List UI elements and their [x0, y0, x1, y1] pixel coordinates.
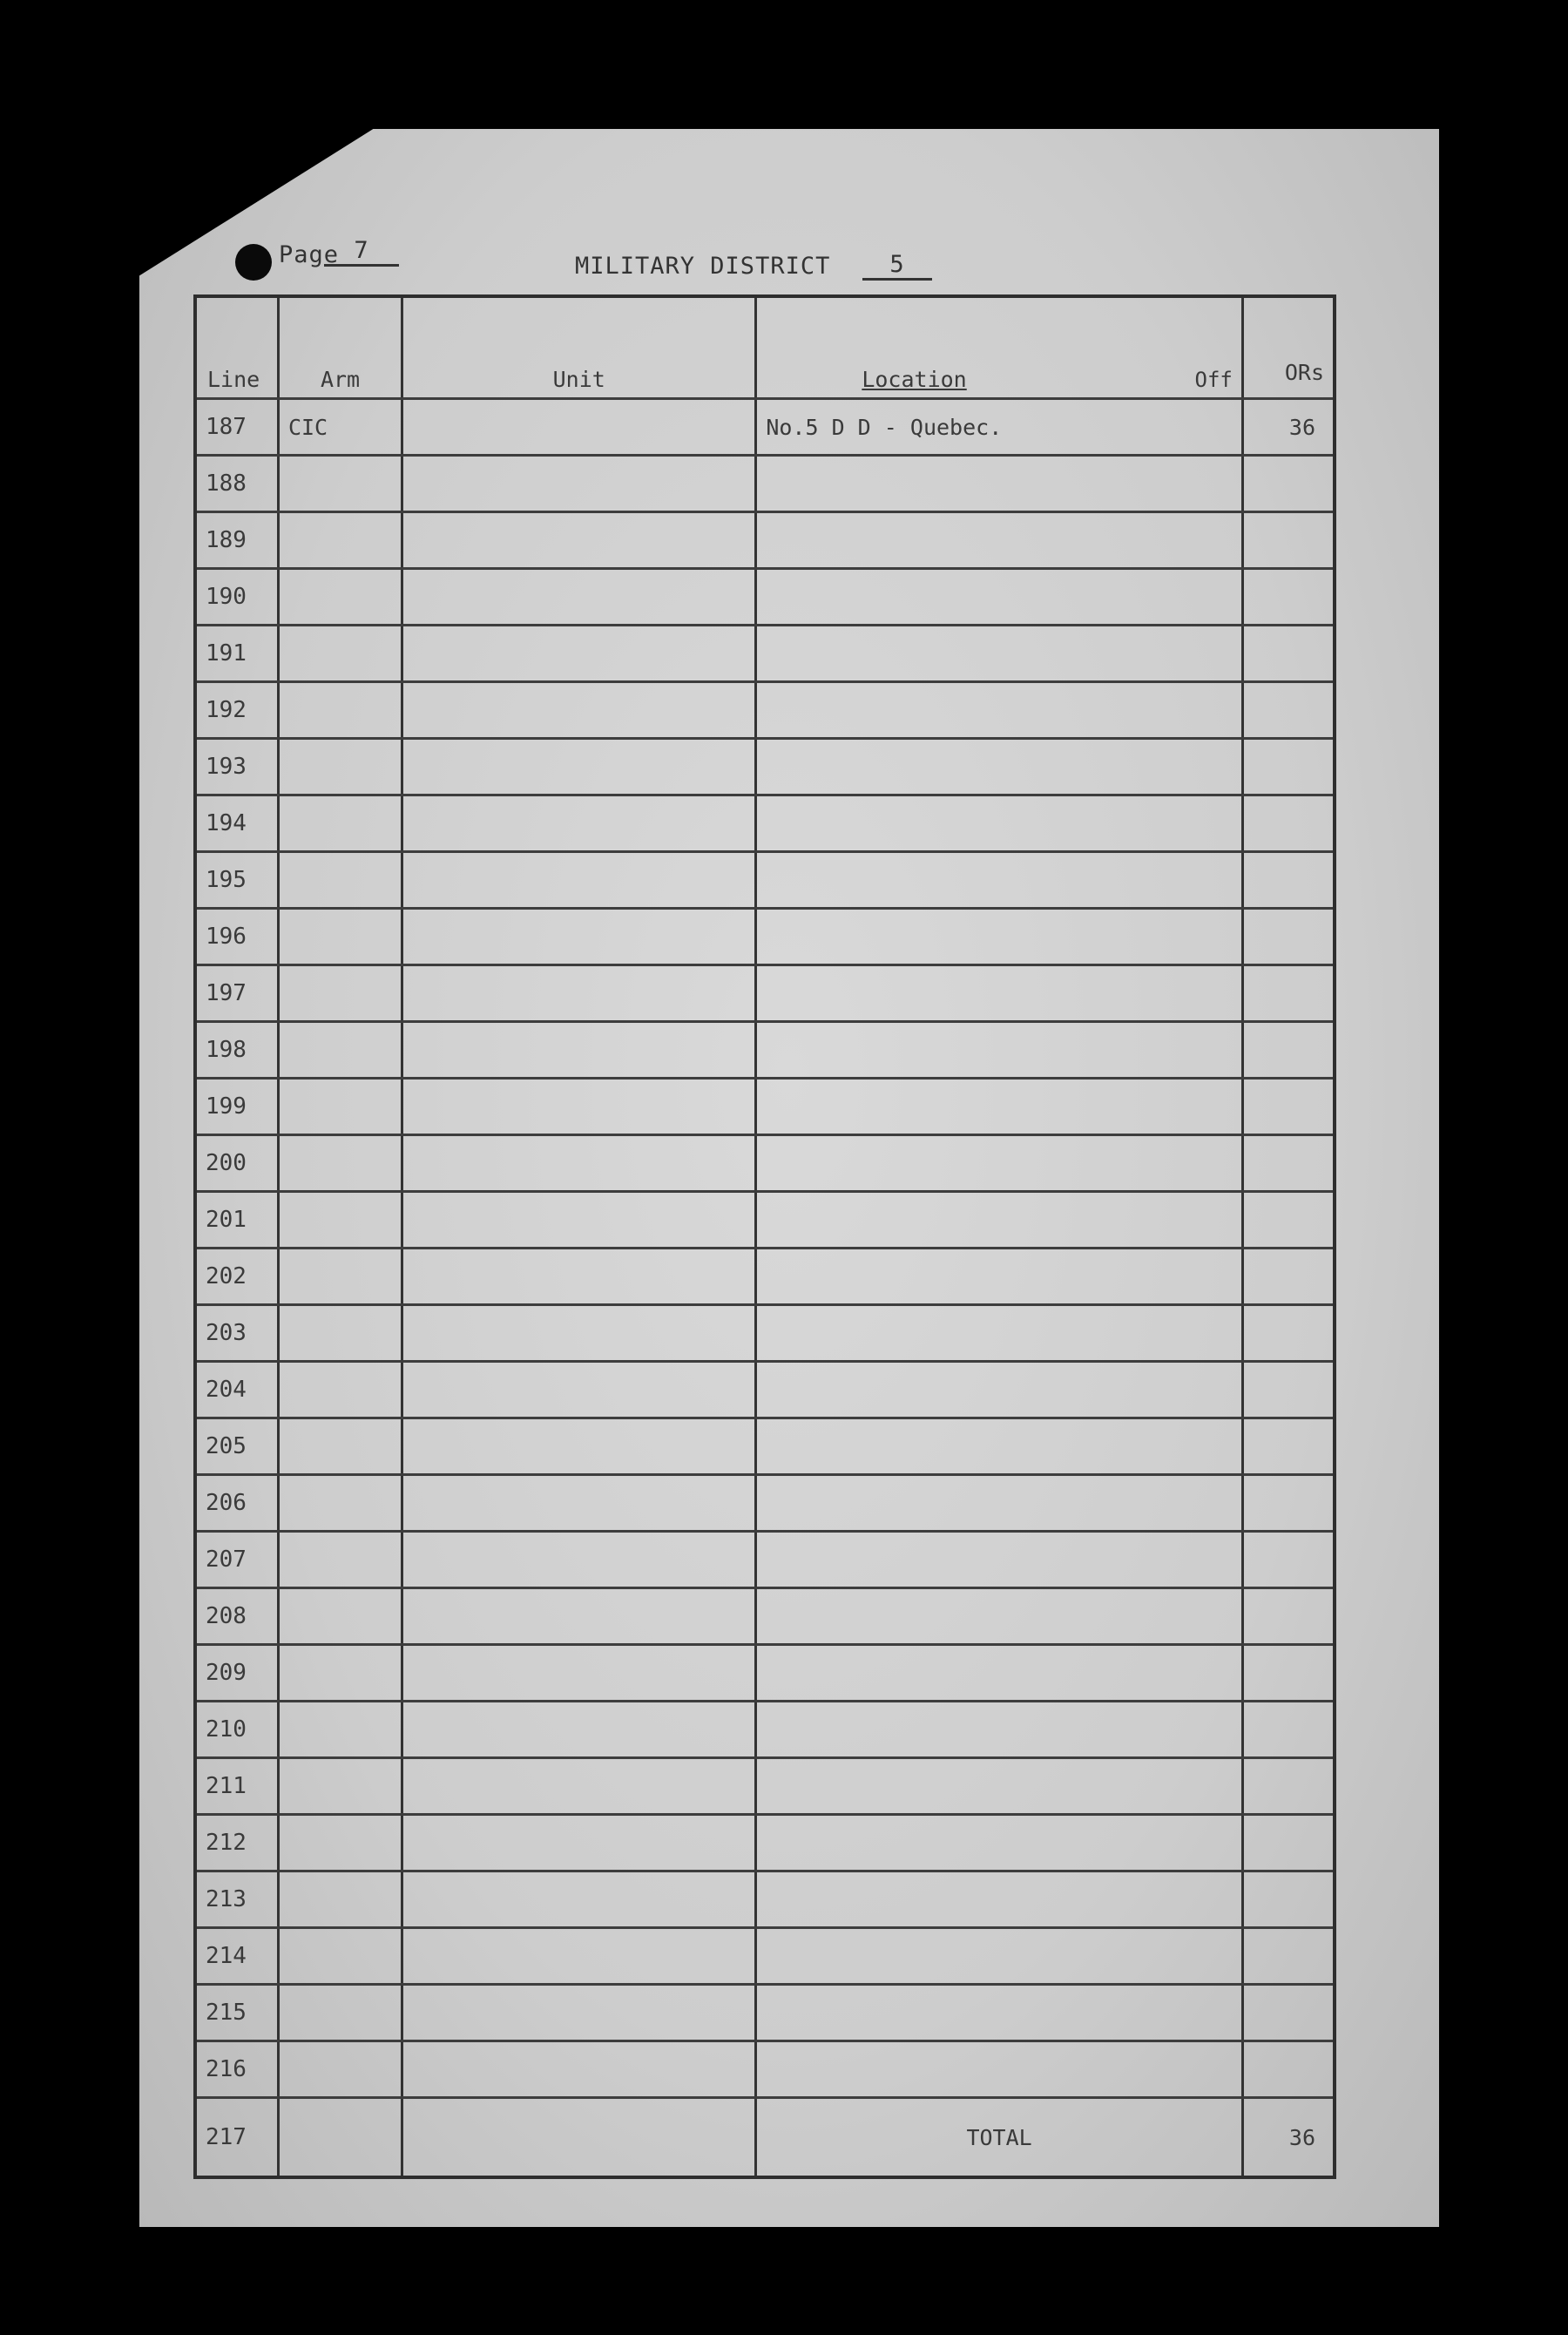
line-number-cell: 215	[195, 1985, 278, 2041]
line-number-cell: 198	[195, 1022, 278, 1079]
line-number-cell: 189	[195, 512, 278, 569]
location-cell	[756, 965, 1243, 1022]
column-header-ors: ORs	[1242, 296, 1335, 399]
location-cell	[756, 1928, 1243, 1985]
table-row	[195, 1475, 1335, 1532]
line-number-cell: 206	[195, 1475, 278, 1532]
location-cell	[756, 1532, 1243, 1588]
arm-cell	[278, 626, 402, 682]
ors-cell	[1242, 1022, 1335, 1079]
unit-cell	[402, 1985, 756, 2041]
table-row	[195, 1532, 1335, 1588]
table-row	[195, 1645, 1335, 1702]
unit-cell	[402, 1362, 756, 1418]
unit-cell	[402, 1475, 756, 1532]
location-cell	[756, 909, 1243, 965]
location-cell	[756, 1192, 1243, 1249]
line-number-cell: 196	[195, 909, 278, 965]
line-number-cell: 200	[195, 1135, 278, 1192]
arm-cell	[278, 512, 402, 569]
total-label: TOTAL	[756, 2098, 1243, 2178]
arm-cell	[278, 965, 402, 1022]
unit-cell	[402, 1079, 756, 1135]
table-row	[195, 852, 1335, 909]
ors-cell	[1242, 1588, 1335, 1645]
arm-cell	[278, 1305, 402, 1362]
line-number-cell: 195	[195, 852, 278, 909]
arm-cell	[278, 1418, 402, 1475]
unit-cell	[402, 1418, 756, 1475]
page-number: 7	[324, 237, 399, 267]
line-number-cell: 188	[195, 456, 278, 512]
table-row	[195, 1702, 1335, 1758]
ors-cell	[1242, 909, 1335, 965]
unit-cell	[402, 1192, 756, 1249]
ors-cell	[1242, 1928, 1335, 1985]
ors-cell	[1242, 1985, 1335, 2041]
arm-cell	[278, 739, 402, 795]
unit-cell	[402, 626, 756, 682]
arm-cell	[278, 682, 402, 739]
location-cell	[756, 1702, 1243, 1758]
line-number-cell: 187	[195, 399, 278, 456]
unit-cell	[402, 1135, 756, 1192]
ledger-table	[193, 294, 1336, 2179]
location-cell	[756, 1249, 1243, 1305]
line-number-cell: 191	[195, 626, 278, 682]
table-row	[195, 1871, 1335, 1928]
table-row	[195, 1815, 1335, 1871]
ors-cell	[1242, 512, 1335, 569]
unit-cell	[402, 512, 756, 569]
location-cell	[756, 739, 1243, 795]
line-number-cell: 205	[195, 1418, 278, 1475]
page-label: Page	[279, 241, 340, 268]
total-arm-cell	[278, 2098, 402, 2178]
arm-cell	[278, 1702, 402, 1758]
line-number-cell: 210	[195, 1702, 278, 1758]
ors-cell	[1242, 1475, 1335, 1532]
column-header-arm: Arm	[278, 296, 402, 399]
unit-cell	[402, 739, 756, 795]
arm-cell	[278, 909, 402, 965]
table-row	[195, 739, 1335, 795]
ors-cell	[1242, 1305, 1335, 1362]
table-row	[195, 1928, 1335, 1985]
ors-cell	[1242, 1079, 1335, 1135]
district-number: 5	[862, 251, 932, 281]
arm-cell	[278, 1362, 402, 1418]
unit-cell	[402, 852, 756, 909]
ors-cell	[1242, 1192, 1335, 1249]
table-row	[195, 1135, 1335, 1192]
location-cell: No.5 D D - Quebec.	[756, 399, 1243, 456]
table-row	[195, 1305, 1335, 1362]
ors-cell	[1242, 682, 1335, 739]
ors-cell	[1242, 456, 1335, 512]
arm-cell	[278, 1192, 402, 1249]
unit-cell	[402, 569, 756, 626]
location-cell	[756, 1135, 1243, 1192]
table-row	[195, 1192, 1335, 1249]
ledger-body	[195, 399, 1335, 2098]
line-number-cell: 207	[195, 1532, 278, 1588]
arm-cell	[278, 852, 402, 909]
ors-cell	[1242, 626, 1335, 682]
location-cell	[756, 2041, 1243, 2098]
line-number-cell: 213	[195, 1871, 278, 1928]
unit-cell	[402, 1702, 756, 1758]
arm-cell	[278, 1758, 402, 1815]
location-cell	[756, 1985, 1243, 2041]
arm-cell	[278, 1135, 402, 1192]
ors-cell	[1242, 2041, 1335, 2098]
location-cell	[756, 1418, 1243, 1475]
total-unit-cell	[402, 2098, 756, 2178]
location-cell	[756, 512, 1243, 569]
location-cell	[756, 852, 1243, 909]
location-cell	[756, 1815, 1243, 1871]
arm-cell	[278, 1022, 402, 1079]
location-cell	[756, 626, 1243, 682]
total-line-number: 217	[195, 2098, 278, 2178]
arm-cell	[278, 2041, 402, 2098]
line-number-cell: 190	[195, 569, 278, 626]
arm-cell	[278, 1985, 402, 2041]
ors-cell	[1242, 1758, 1335, 1815]
unit-cell	[402, 965, 756, 1022]
ors-cell	[1242, 739, 1335, 795]
table-row	[195, 965, 1335, 1022]
table-row	[195, 456, 1335, 512]
line-number-cell: 193	[195, 739, 278, 795]
location-cell	[756, 569, 1243, 626]
location-cell	[756, 1475, 1243, 1532]
unit-cell	[402, 1588, 756, 1645]
arm-cell	[278, 1532, 402, 1588]
location-cell	[756, 1588, 1243, 1645]
location-cell	[756, 1362, 1243, 1418]
arm-cell	[278, 1079, 402, 1135]
unit-cell	[402, 909, 756, 965]
location-cell	[756, 1758, 1243, 1815]
line-number-cell: 212	[195, 1815, 278, 1871]
column-header-off: Off	[1194, 368, 1233, 392]
table-row	[195, 399, 1335, 456]
table-row	[195, 795, 1335, 852]
unit-cell	[402, 1871, 756, 1928]
total-ors: 36	[1242, 2098, 1335, 2178]
column-header-unit: Unit	[402, 296, 756, 399]
ors-cell	[1242, 1532, 1335, 1588]
line-number-cell: 197	[195, 965, 278, 1022]
table-row	[195, 512, 1335, 569]
ors-cell	[1242, 1815, 1335, 1871]
ors-cell	[1242, 852, 1335, 909]
location-cell	[756, 1871, 1243, 1928]
table-row	[195, 1985, 1335, 2041]
unit-cell	[402, 795, 756, 852]
table-row	[195, 909, 1335, 965]
punch-hole	[235, 244, 272, 281]
table-row	[195, 626, 1335, 682]
unit-cell	[402, 1022, 756, 1079]
arm-cell	[278, 1475, 402, 1532]
ors-cell	[1242, 1645, 1335, 1702]
table-row	[195, 1418, 1335, 1475]
ors-cell	[1242, 1871, 1335, 1928]
arm-cell	[278, 1249, 402, 1305]
location-cell	[756, 1645, 1243, 1702]
table-row	[195, 569, 1335, 626]
district-label: MILITARY DISTRICT	[575, 253, 831, 280]
location-cell	[756, 456, 1243, 512]
arm-cell	[278, 569, 402, 626]
table-row	[195, 1249, 1335, 1305]
arm-cell: CIC	[278, 399, 402, 456]
location-cell	[756, 1305, 1243, 1362]
unit-cell	[402, 456, 756, 512]
unit-cell	[402, 682, 756, 739]
ors-cell	[1242, 1135, 1335, 1192]
table-row	[195, 682, 1335, 739]
location-cell	[756, 795, 1243, 852]
arm-cell	[278, 456, 402, 512]
unit-cell	[402, 1532, 756, 1588]
line-number-cell: 211	[195, 1758, 278, 1815]
column-header-location-cell	[756, 296, 1243, 399]
line-number-cell: 194	[195, 795, 278, 852]
line-number-cell: 192	[195, 682, 278, 739]
table-row	[195, 2041, 1335, 2098]
arm-cell	[278, 795, 402, 852]
header-row	[195, 296, 1335, 399]
unit-cell	[402, 399, 756, 456]
unit-cell	[402, 1249, 756, 1305]
ors-cell	[1242, 1702, 1335, 1758]
line-number-cell: 204	[195, 1362, 278, 1418]
unit-cell	[402, 1758, 756, 1815]
ors-cell	[1242, 1249, 1335, 1305]
arm-cell	[278, 1588, 402, 1645]
line-number-cell: 214	[195, 1928, 278, 1985]
line-number-cell: 209	[195, 1645, 278, 1702]
table-row	[195, 1079, 1335, 1135]
table-row	[195, 1588, 1335, 1645]
ors-cell	[1242, 1418, 1335, 1475]
ors-cell: 36	[1242, 399, 1335, 456]
ors-cell	[1242, 569, 1335, 626]
column-header-line: Line	[195, 296, 278, 399]
total-row	[195, 2098, 1335, 2178]
table-row	[195, 1362, 1335, 1418]
line-number-cell: 201	[195, 1192, 278, 1249]
location-cell	[756, 1022, 1243, 1079]
line-number-cell: 216	[195, 2041, 278, 2098]
line-number-cell: 203	[195, 1305, 278, 1362]
ors-cell	[1242, 795, 1335, 852]
column-header-location: Location	[862, 367, 967, 392]
unit-cell	[402, 2041, 756, 2098]
location-cell	[756, 1079, 1243, 1135]
unit-cell	[402, 1305, 756, 1362]
ors-cell	[1242, 965, 1335, 1022]
unit-cell	[402, 1645, 756, 1702]
unit-cell	[402, 1928, 756, 1985]
arm-cell	[278, 1815, 402, 1871]
ors-cell	[1242, 1362, 1335, 1418]
line-number-cell: 202	[195, 1249, 278, 1305]
unit-cell	[402, 1815, 756, 1871]
table-row	[195, 1758, 1335, 1815]
arm-cell	[278, 1871, 402, 1928]
line-number-cell: 208	[195, 1588, 278, 1645]
table-row	[195, 1022, 1335, 1079]
arm-cell	[278, 1645, 402, 1702]
arm-cell	[278, 1928, 402, 1985]
line-number-cell: 199	[195, 1079, 278, 1135]
location-cell	[756, 682, 1243, 739]
